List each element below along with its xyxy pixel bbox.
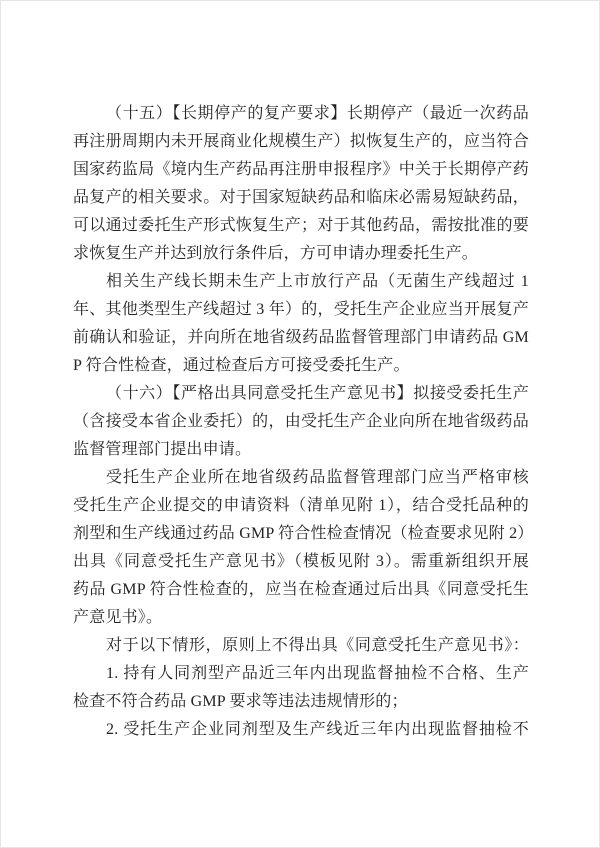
text-line: 可以通过委托生产形式恢复生产；对于其他药品，需按批准的要 xyxy=(73,217,529,234)
text-line: 剂型和生产线通过药品 GMP 符合性检查情况（检查要求见附 2） xyxy=(73,525,534,542)
text-line: 1. 持有人同剂型产品近三年内出现监督抽检不合格、生产 xyxy=(106,665,529,682)
text-line: 2. 受托生产企业同剂型及生产线近三年内出现监督抽检不 xyxy=(106,721,529,738)
text-line: P 符合性检查，通过检查后方可接受委托生产。 xyxy=(73,357,410,374)
text-line: （含接受本省企业委托）的，由受托生产企业向所在地省级药品 xyxy=(73,413,529,430)
text-line: 受托生产企业所在地省级药品监督管理部门应当严格审核 xyxy=(106,469,529,486)
text-line: 药品 GMP 符合性检查的，应当在检查通过后出具《同意受托生 xyxy=(73,581,529,598)
text-line: 年、其他类型生产线超过 3 年）的，受托生产企业应当开展复产 xyxy=(73,301,529,318)
text-line: 品复产的相关要求。对于国家短缺药品和临床必需易短缺药品， xyxy=(73,189,529,206)
text-line: 再注册周期内未开展商业化规模生产）拟恢复生产的，应当符合 xyxy=(73,133,529,150)
text-line: 求恢复生产并达到放行条件后，方可申请办理委托生产。 xyxy=(73,245,479,262)
text-line: 国家药监局《境内生产药品再注册申报程序》中关于长期停产药 xyxy=(73,161,529,178)
text-line: 检查不符合药品 GMP 要求等违法违规情形的； xyxy=(73,693,408,710)
text-line: 出具《同意受托生产意见书》（模板见附 3）。需重新组织开展 xyxy=(73,553,529,570)
text-line: 监督管理部门提出申请。 xyxy=(73,441,252,458)
text-line: 相关生产线长期未生产上市放行产品（无菌生产线超过 1 xyxy=(106,273,529,290)
text-line: 受托生产企业提交的申请资料（清单见附 1），结合受托品种的 xyxy=(73,497,529,514)
document-text xyxy=(73,100,534,744)
text-line: 产意见书》。 xyxy=(73,609,163,626)
text-line: （十五）【长期停产的复产要求】长期停产（最近一次药品 xyxy=(106,105,529,122)
text-line: 对于以下情形，原则上不得出具《同意受托生产意见书》： xyxy=(106,637,529,654)
text-line: （十六）【严格出具同意受托生产意见书】拟接受委托生产 xyxy=(106,385,529,402)
text-line: 前确认和验证，并向所在地省级药品监督管理部门申请药品 GM xyxy=(73,329,529,346)
